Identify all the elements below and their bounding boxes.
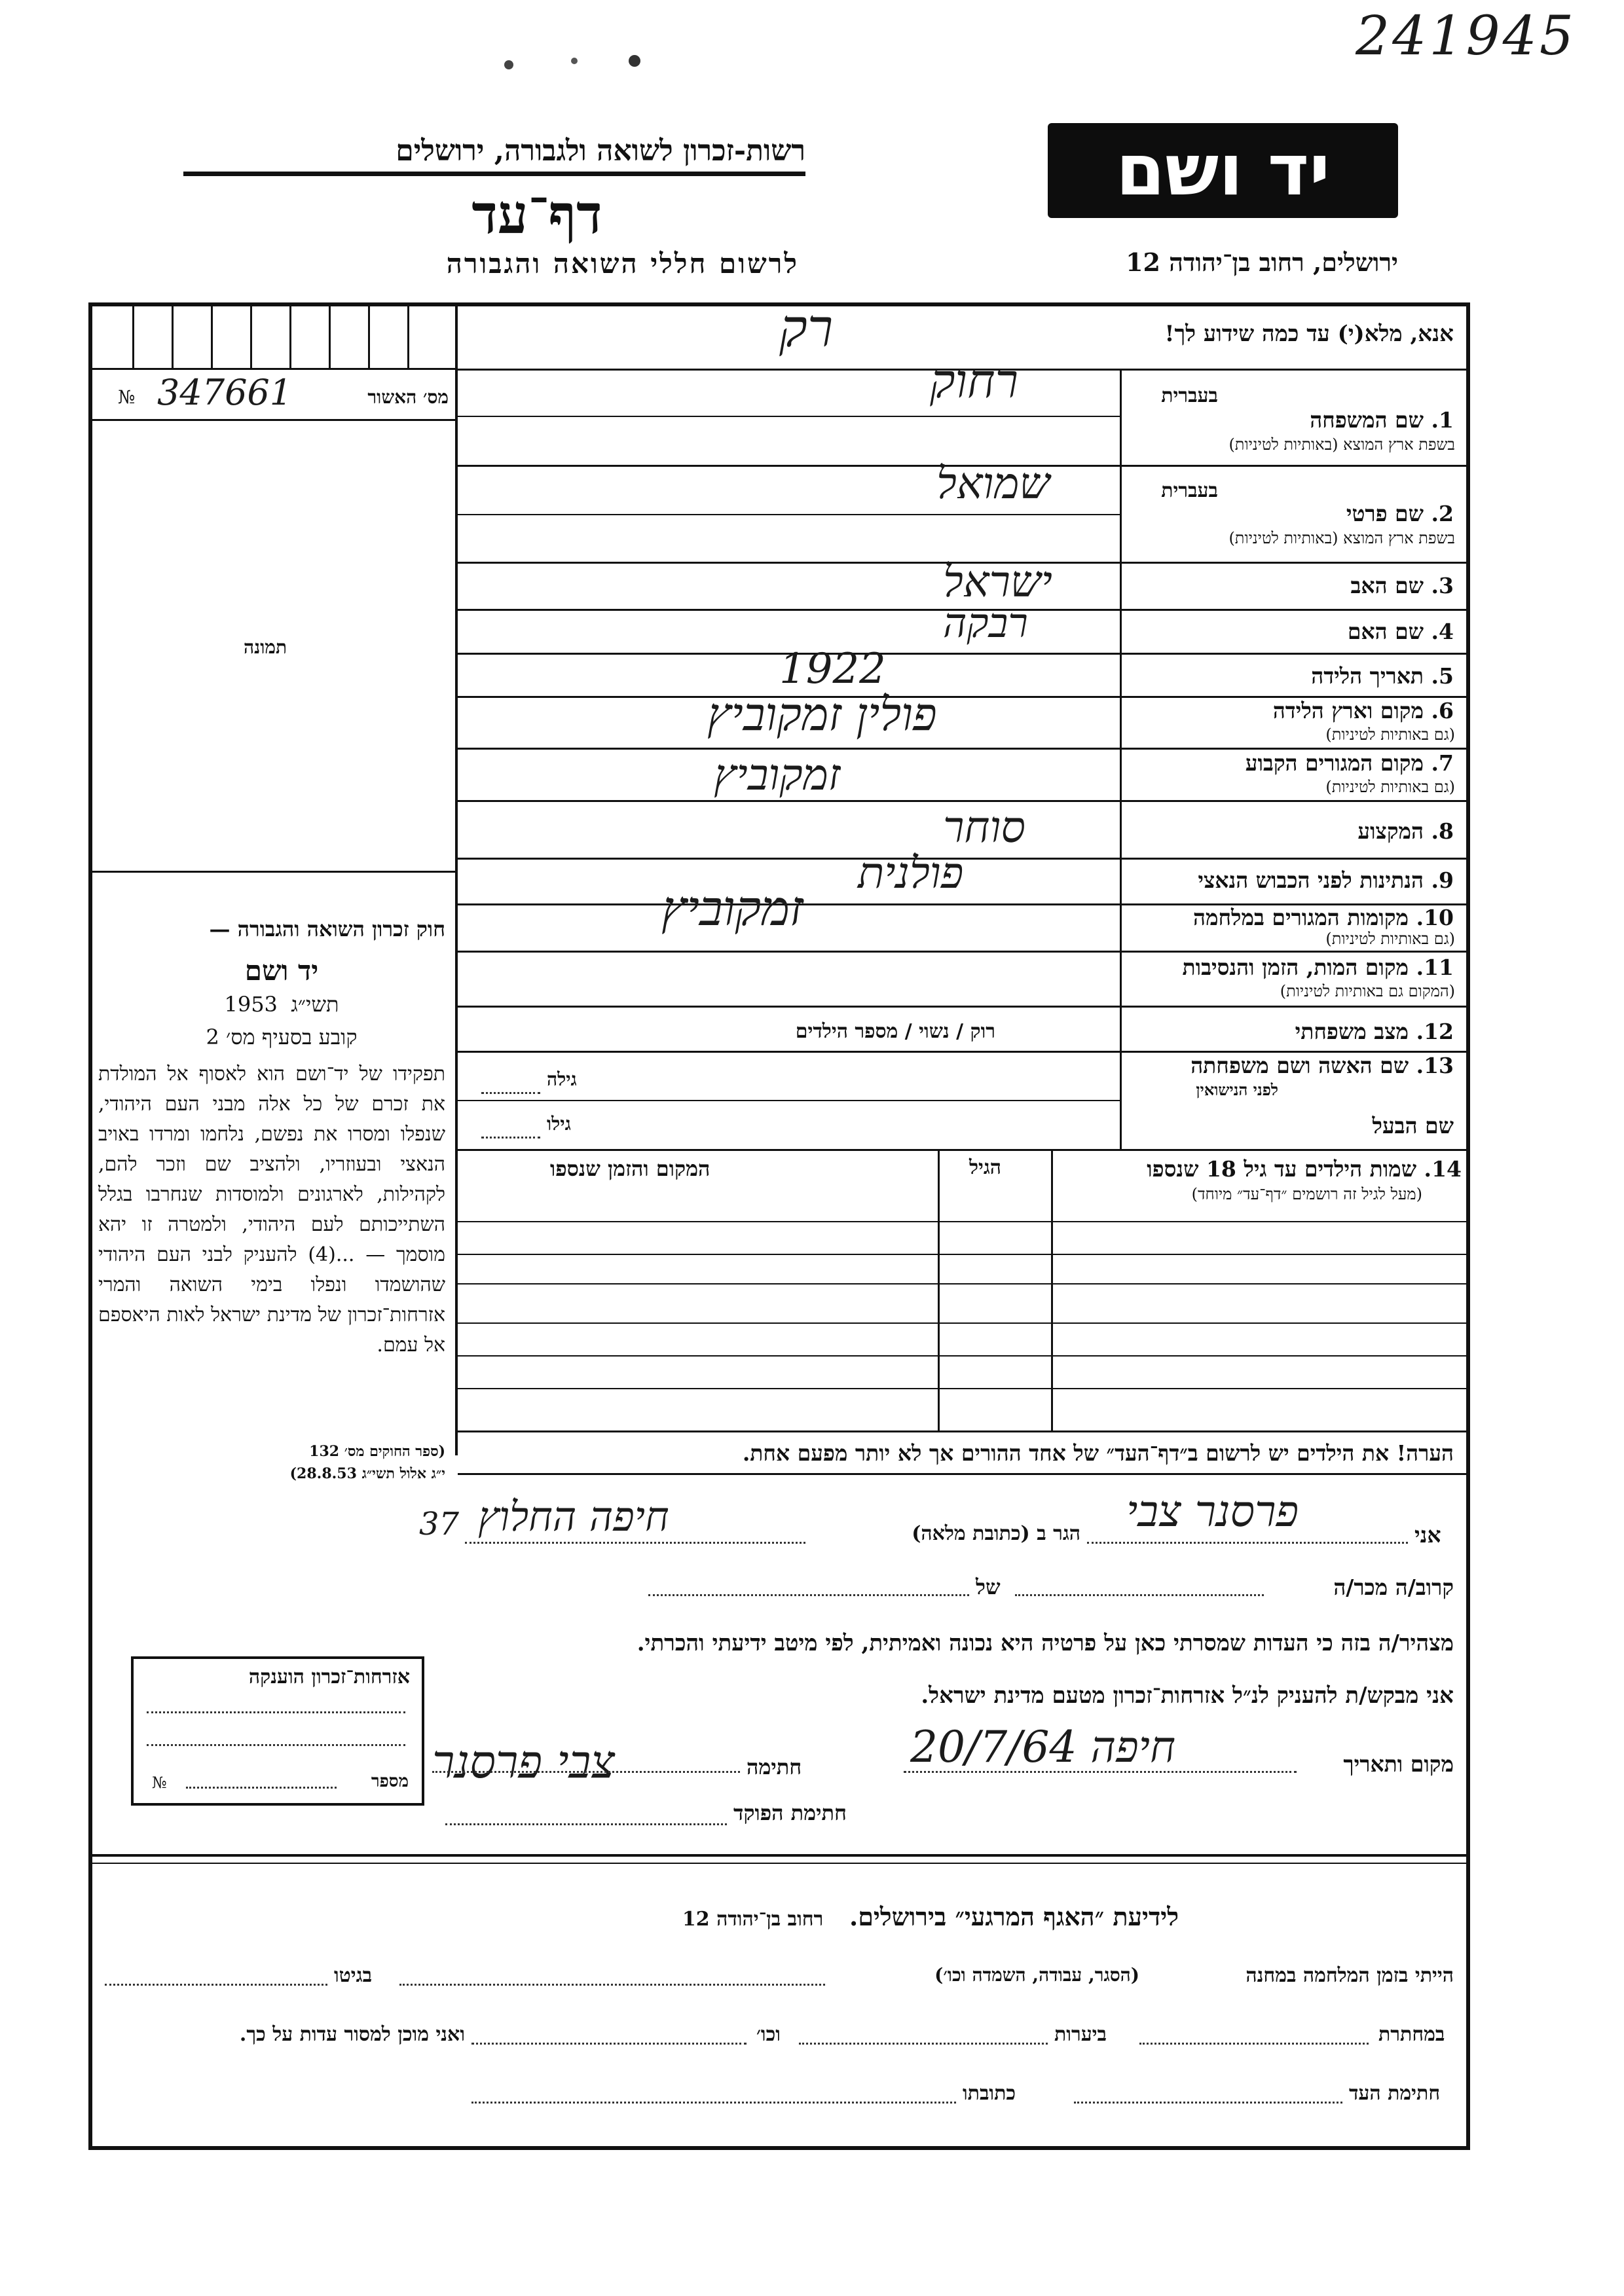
wartime-residence-value: זמקוביץ	[661, 881, 803, 937]
footer-line2-b: ביערות	[1054, 2023, 1107, 2046]
field-label-text: מצב משפחתי	[1295, 1019, 1409, 1044]
law-text: תפקידו של יד־ושם הוא לאסוף אל המולדת את זכרם של כל אלה מבני העם היהודי, שנפלו ומסרו את נפשם, נלחמו ומרדו באויב הנאצי ובעוזריו, ולהציב שם וזכר להם, לקהילות, לארגונים ולמוסדות שנחרבו בגלל השתייכותם לעם היהודי, ולמטרה זו יהא מוסמך — ...(4) להעניק לבני העם היהודי שהושמדו ונפלו בימי השואה והמרי אזרחות־זכרון של מדינת ישראל לאות היאספם אל עמם.	[98, 1063, 445, 1357]
field-num: 5.	[1431, 663, 1454, 689]
approval-number-value: 347661	[157, 372, 293, 413]
relative-label: קרוב/ה מכר/ה	[1333, 1575, 1454, 1600]
footer-address: רחוב בן־יהודה 12	[682, 1908, 824, 1931]
field-label-text: מקום המות, הזמן והנסיבות	[1182, 955, 1409, 980]
citizenship-box-number-label: מספר	[371, 1772, 409, 1791]
field-note: בשפת ארץ המוצא (באותיות לטיניות)	[1228, 435, 1455, 454]
field-note: (המקום גם באותיות לטיניות)	[1280, 982, 1455, 1000]
signature-value: צבי פרסנר	[432, 1735, 616, 1789]
law-year-heb: תשי״ג	[291, 992, 339, 1017]
field-label-text: תאריך הלידה	[1311, 663, 1424, 689]
children-note: (מעל לגיל זה רושמים ״דף־עד״ מיוחד)	[1191, 1185, 1422, 1203]
of-label: של	[976, 1575, 1001, 1599]
field-num: 10.	[1416, 905, 1454, 930]
field-label-text: שם פרטי	[1346, 501, 1424, 526]
field-label-text: שם המשפחה	[1310, 407, 1424, 433]
field-label-birth-place	[1126, 698, 1454, 724]
children-place-column: המקום והזמן שנספו	[550, 1156, 710, 1181]
field-label-text: המקצוע	[1357, 818, 1424, 844]
law-source	[98, 1440, 445, 1485]
field-note: (גם באותיות לטיניות)	[1325, 778, 1455, 796]
field-label-text: מקום וארץ הלידה	[1272, 698, 1424, 723]
punch-hole	[571, 58, 578, 64]
age-label-wife: גילה	[547, 1068, 577, 1090]
place-date-value: חיפה 20/7/64	[910, 1722, 1176, 1772]
birth-date-value: 1922	[779, 645, 886, 693]
footer-line1-c: בגיטו	[334, 1964, 373, 1987]
age-label-husband: גילו	[547, 1113, 571, 1135]
first-name-value: שמואל	[936, 458, 1050, 509]
law-year-num: 1953	[224, 992, 278, 1017]
law-source-1: (ספר החוקים מס׳ 132	[309, 1443, 445, 1460]
field-label-marital-status	[1126, 1019, 1454, 1045]
citizenship-value: פולנית	[858, 848, 964, 898]
signature-label: חתימה	[747, 1755, 802, 1779]
permanent-residence-value: זמקוביץ	[714, 750, 841, 800]
approval-no-symbol: №	[118, 386, 136, 408]
field-num: 13.	[1416, 1053, 1454, 1078]
form-title: דף־עד	[471, 183, 602, 246]
hebrew-tag: בעברית	[1161, 479, 1218, 502]
mother-name-value: רבקה	[943, 599, 1028, 647]
footer-line1-b: (הסגר, עבודה, השמדה וכו׳)	[934, 1964, 1139, 1986]
footer-title-text: לידיעת ״האגף המרגעי״ בירושלים.	[849, 1902, 1179, 1931]
remark-text: הערה! את הילדים יש לרשום ב״דף־העד״ של אחד ההורים אך לא יותר מפעם אחת.	[742, 1440, 1454, 1466]
field-num: 1.	[1431, 407, 1454, 433]
footer-line2-d: ואני מוכן למסור עדות על כך.	[239, 2023, 465, 2046]
law-name: יד ושם	[244, 955, 319, 987]
field-label-mother-name	[1126, 619, 1454, 645]
resides-label: הגר ב (כתובת מלאה)	[912, 1522, 1080, 1545]
field-note: לפני הנישואין	[1196, 1080, 1278, 1099]
footer-line1-a: הייתי בזמן המלחמה במחנה	[1246, 1964, 1454, 1987]
field-label-permanent-residence	[1126, 750, 1454, 776]
declaration-text: מצהיר/ה בזה כי העדות שמסרתי כאן על פרטיה היא נכונה ואמיתית, לפי מיטב ידיעתי והכרתי.	[637, 1630, 1454, 1656]
law-year	[183, 992, 380, 1017]
citizenship-box-no: №	[152, 1774, 167, 1792]
field-label-text: מקום המגורים הקבוע	[1245, 750, 1424, 776]
marital-options: רוק / נשוי / מספר הילדים	[795, 1020, 995, 1043]
form-subtitle: לרשום חללי השואה והגבורה	[446, 247, 799, 280]
law-clause: קובע בסעיף מס׳ 2	[206, 1025, 358, 1049]
field-num: 3.	[1431, 573, 1454, 598]
footer-line3-a: חתימת העד	[1349, 2082, 1441, 2105]
children-label: 14. שמות הילדים עד גיל 18 שנספו	[1147, 1156, 1462, 1182]
field-note: (גם באותיות לטיניות)	[1325, 930, 1455, 948]
declarant-name-value: פרסנר צבי	[1126, 1486, 1299, 1537]
field-label-first-name	[1146, 501, 1454, 527]
footer-line2-a: במחתרת	[1378, 2023, 1445, 2046]
address-value: חיפה החלוץ	[478, 1493, 669, 1540]
field-label-birth-date	[1126, 663, 1454, 689]
field-num: 6.	[1431, 698, 1454, 723]
hebrew-tag: בעברית	[1161, 384, 1218, 407]
field-label-text: שם האם	[1347, 619, 1424, 644]
law-source-2: י״ג אלול תשי״ג 28.8.53)	[289, 1465, 445, 1482]
field-label-text: הנתינות לפני הכבוש הנאצי	[1198, 867, 1424, 893]
footer-line2-c: וכו׳	[756, 2023, 781, 2046]
field-num: 8.	[1431, 818, 1454, 844]
photo-label: תמונה	[244, 636, 287, 658]
field-label-death-place	[1126, 955, 1454, 981]
citizenship-box	[131, 1656, 424, 1806]
field-note: בשפת ארץ המוצא (באותיות לטיניות)	[1228, 529, 1455, 547]
field-label-occupation	[1126, 818, 1454, 845]
law-title: חוק זכרון השואה והגבורה —	[209, 917, 445, 941]
declaration-ani: אני	[1414, 1522, 1441, 1548]
stamp-number: 241945	[1356, 5, 1577, 67]
punch-hole	[504, 60, 513, 69]
field-num: 4.	[1431, 619, 1454, 644]
field-label-text: שם האשה ושם משפחתה	[1190, 1053, 1409, 1078]
intro-text: אנא, מלא(י) עד כמה שידוע לך!	[1164, 321, 1454, 347]
header-address: ירושלים, רחוב בן־יהודה 12	[1126, 247, 1398, 277]
officer-signature-label: חתימת הפוקד	[733, 1800, 847, 1825]
footer-title	[458, 1902, 1179, 1932]
family-name-value: רחוק	[930, 354, 1018, 409]
field-note: (גם באותיות לטיניות)	[1325, 725, 1455, 744]
birth-place-value: פולין זמקוביץ	[707, 687, 937, 741]
approval-label: מס׳ האשור	[367, 386, 449, 408]
father-name-value: ישראל	[943, 556, 1052, 607]
logo-text: יד ושם	[1115, 130, 1331, 211]
field-num: 9.	[1431, 867, 1454, 893]
field-label-wartime-residence	[1126, 905, 1454, 931]
yad-vashem-logo	[1048, 123, 1398, 218]
request-text: אני מבקש/ת להעניק לנ״ל אזרחות־זכרון מטעם מדינת ישראל.	[921, 1683, 1454, 1709]
husband-label: שם הבעל	[1372, 1113, 1454, 1139]
field-label-text: שם האב	[1350, 573, 1424, 598]
field-label-citizenship	[1126, 867, 1454, 894]
field-num: 12.	[1416, 1019, 1454, 1044]
occupation-value: סוחר	[943, 802, 1025, 852]
field-num: 11.	[1416, 955, 1454, 980]
punch-hole	[629, 55, 640, 67]
children-age-column: הגיל	[969, 1156, 1002, 1179]
initials-handwritten: רק	[779, 298, 834, 359]
field-num: 7.	[1431, 750, 1454, 776]
field-label-text: מקומות המגורים במלחמה	[1192, 905, 1409, 930]
field-label-family-name	[1146, 407, 1454, 433]
house-number-value: 37	[419, 1506, 460, 1542]
citizenship-box-title: אזרחות־זכרון הוענקה	[248, 1666, 410, 1688]
footer-line3-b: כתובתו	[963, 2082, 1016, 2105]
place-date-label: מקום ותאריך	[1343, 1751, 1454, 1777]
field-label-wife-name	[1126, 1053, 1454, 1079]
field-num: 2.	[1431, 501, 1454, 526]
field-label-father-name	[1126, 573, 1454, 599]
authority-title: רשות-זכרון לשואה ולגבורה, ירושלים	[183, 134, 805, 176]
